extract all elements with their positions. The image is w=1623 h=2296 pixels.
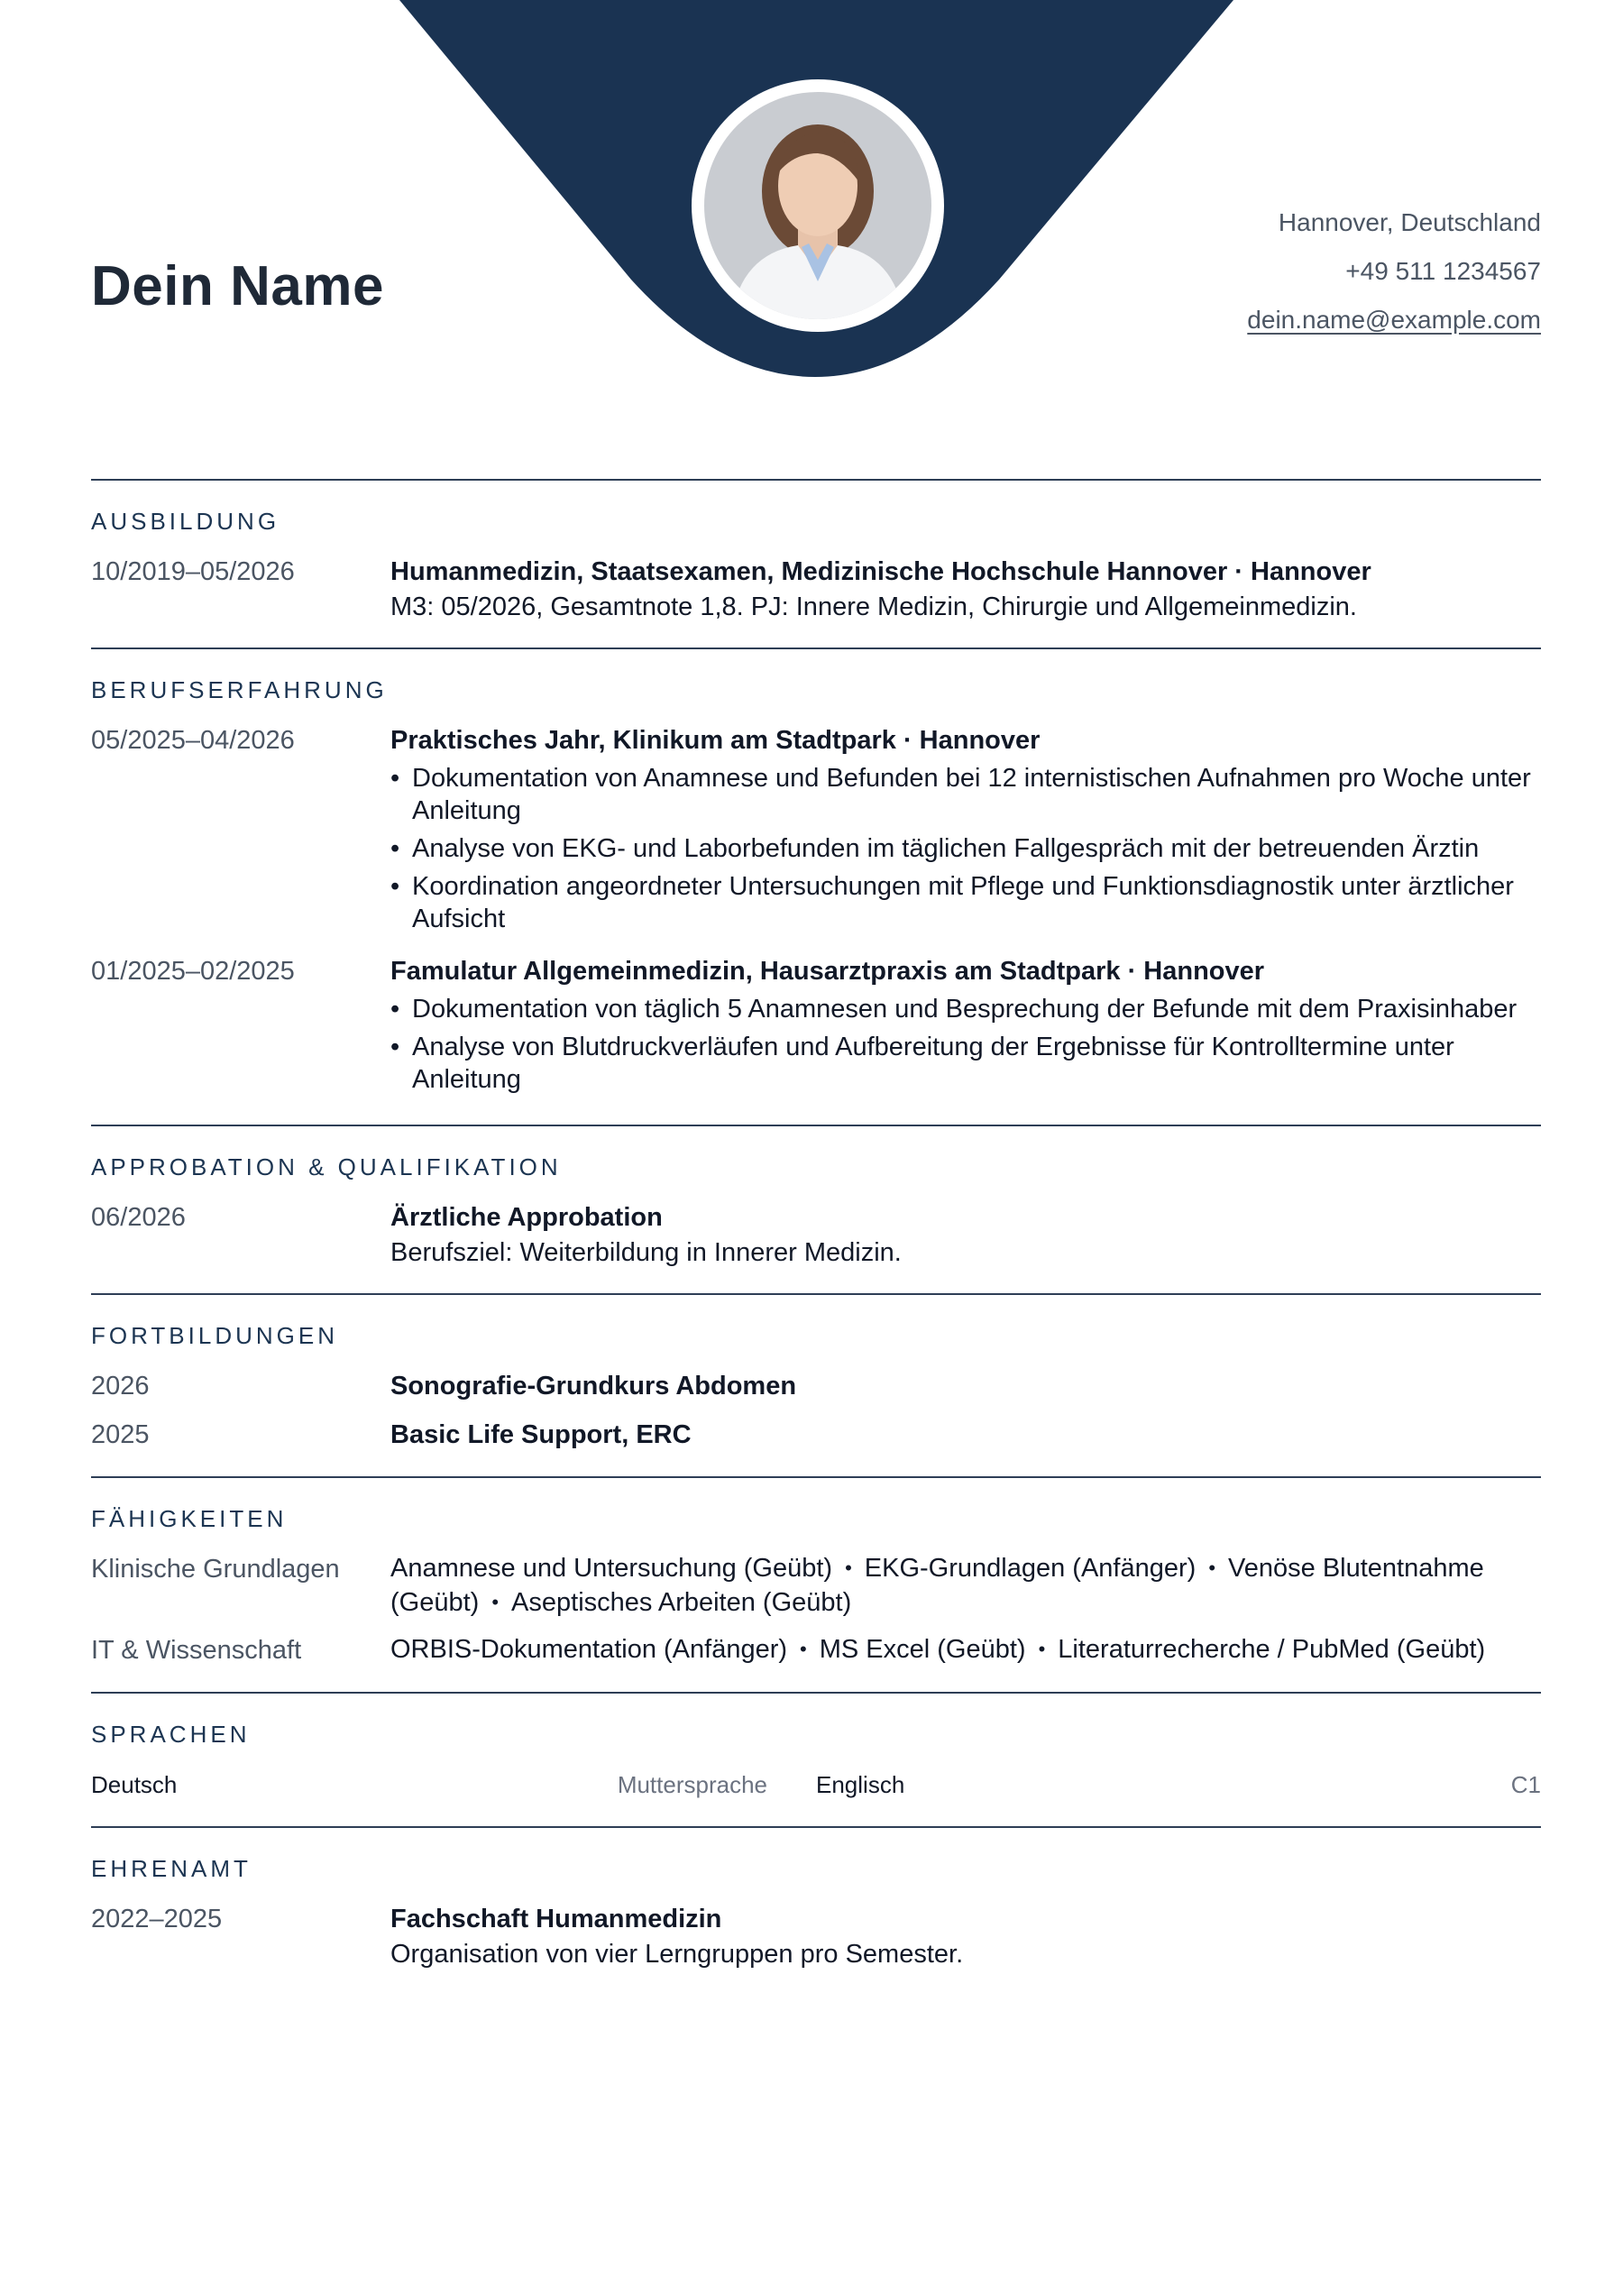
section-title: SPRACHEN: [91, 1721, 251, 1748]
experience-entry: [91, 953, 1541, 1101]
language-row: [91, 1767, 1541, 1803]
separator-dot: •: [845, 1557, 852, 1579]
section-title: AUSBILDUNG: [91, 508, 280, 535]
bullet-list: [390, 762, 1541, 935]
entry-body: [390, 554, 1541, 624]
bullet-item: • Analyse von EKG- und Laborbefunden im täglichen Fallgespräch mit der betreuenden Ärztin: [390, 832, 1541, 865]
section-training: [91, 1293, 1541, 1476]
cv-content: [91, 479, 1541, 1995]
separator-dot: •: [800, 1638, 807, 1660]
training-entry: [91, 1417, 1541, 1453]
bullet-item: • Dokumentation von täglich 5 Anamnesen und Besprechung der Befunde mit dem Praxisinhaber: [390, 993, 1541, 1025]
skill-group-label: Klinische Grundlagen: [91, 1555, 340, 1584]
skill-item: Literaturrecherche / PubMed (Geübt): [1058, 1635, 1486, 1664]
language-item: [91, 1767, 816, 1803]
language-level: Muttersprache: [617, 1771, 767, 1798]
section-title: BERUFSERFAHRUNG: [91, 676, 388, 703]
language-level: C1: [1510, 1771, 1541, 1798]
contact-info: [1247, 198, 1541, 344]
email-link[interactable]: dein.name@example.com: [1247, 306, 1541, 334]
section-education: [91, 479, 1541, 647]
entry-body: [390, 722, 1541, 941]
skill-group-label: IT & Wissenschaft: [91, 1636, 302, 1665]
skill-group: [91, 1551, 1541, 1620]
skill-list: [390, 1632, 1541, 1667]
approbation-entry: [91, 1199, 1541, 1270]
entry-description: M3: 05/2026, Gesamtnote 1,8. PJ: Innere Medizin, Chirurgie und Allgemeinmedizin.: [390, 592, 1357, 621]
entry-date: 01/2025–02/2025: [91, 957, 295, 986]
phone-text: +49 511 1234567: [1345, 257, 1541, 285]
entry-title: Fachschaft Humanmedizin: [390, 1905, 722, 1933]
entry-title: Basic Life Support, ERC: [390, 1420, 692, 1449]
entry-date: 2026: [91, 1372, 150, 1401]
language-name: Deutsch: [91, 1771, 178, 1798]
skill-list: [390, 1551, 1541, 1620]
skill-item: Anamnese und Untersuchung (Geübt): [390, 1554, 833, 1583]
skill-item: Aseptisches Arbeiten (Geübt): [511, 1588, 852, 1617]
entry-title: Sonografie-Grundkurs Abdomen: [390, 1372, 797, 1401]
education-entry: [91, 554, 1541, 624]
section-volunteering: [91, 1826, 1541, 1995]
profile-photo: [692, 79, 944, 332]
avatar-illustration: [704, 92, 931, 319]
section-title: APPROBATION & QUALIFIKATION: [91, 1153, 562, 1180]
bullet-item: • Analyse von Blutdruckverläufen und Aufbereitung der Ergebnisse für Kontrolltermine unter Anleitung: [390, 1031, 1541, 1096]
separator-dot: •: [1208, 1557, 1216, 1579]
entry-date: 10/2019–05/2026: [91, 557, 295, 586]
experience-entry: [91, 722, 1541, 941]
volunteering-entry: [91, 1901, 1541, 1971]
entry-date: 05/2025–04/2026: [91, 726, 295, 755]
language-item: [816, 1767, 1541, 1803]
entry-title: Ärztliche Approbation: [390, 1203, 663, 1232]
separator-dot: •: [1038, 1638, 1046, 1660]
skill-item: EKG-Grundlagen (Anfänger): [864, 1554, 1197, 1583]
entry-description: Organisation von vier Lerngruppen pro Semester.: [390, 1940, 964, 1969]
section-languages: [91, 1692, 1541, 1826]
entry-title: Famulatur Allgemeinmedizin, Hausarztpraxis am Stadtpark · Hannover: [390, 957, 1265, 986]
entry-title: Humanmedizin, Staatsexamen, Medizinische Hochschule Hannover · Hannover: [390, 557, 1371, 586]
separator-dot: •: [491, 1591, 500, 1613]
entry-date: 2022–2025: [91, 1905, 223, 1933]
location-text: Hannover, Deutschland: [1278, 208, 1541, 236]
skill-item: Venöse Blutentnahme (Geübt): [390, 1554, 1484, 1617]
section-experience: [91, 647, 1541, 1125]
skill-group: [91, 1632, 1541, 1668]
bullet-item: • Koordination angeordneter Untersuchungen mit Pflege und Funktionsdiagnostik unter ärztlicher Aufsicht: [390, 870, 1541, 935]
section-title: FORTBILDUNGEN: [91, 1322, 338, 1349]
bullet-list: [390, 993, 1541, 1096]
section-skills: [91, 1476, 1541, 1692]
language-name: Englisch: [816, 1771, 905, 1798]
entry-body: [390, 1368, 1541, 1404]
training-entry: [91, 1368, 1541, 1404]
skill-item: MS Excel (Geübt): [819, 1635, 1026, 1664]
entry-date: 06/2026: [91, 1203, 186, 1232]
entry-body: [390, 1417, 1541, 1453]
section-approbation: [91, 1125, 1541, 1293]
section-title: EHRENAMT: [91, 1855, 252, 1882]
entry-body: [390, 1199, 1541, 1270]
entry-date: 2025: [91, 1420, 150, 1449]
entry-title: Praktisches Jahr, Klinikum am Stadtpark · Hannover: [390, 726, 1041, 755]
skill-item: ORBIS-Dokumentation (Anfänger): [390, 1635, 788, 1664]
bullet-item: • Dokumentation von Anamnese und Befunden bei 12 internistischen Aufnahmen pro Woche unter Anleitung: [390, 762, 1541, 827]
section-title: FÄHIGKEITEN: [91, 1505, 288, 1532]
entry-description: Berufsziel: Weiterbildung in Innerer Medizin.: [390, 1238, 902, 1267]
entry-body: [390, 953, 1541, 1101]
candidate-name: Dein Name: [91, 255, 384, 317]
entry-body: [390, 1901, 1541, 1971]
